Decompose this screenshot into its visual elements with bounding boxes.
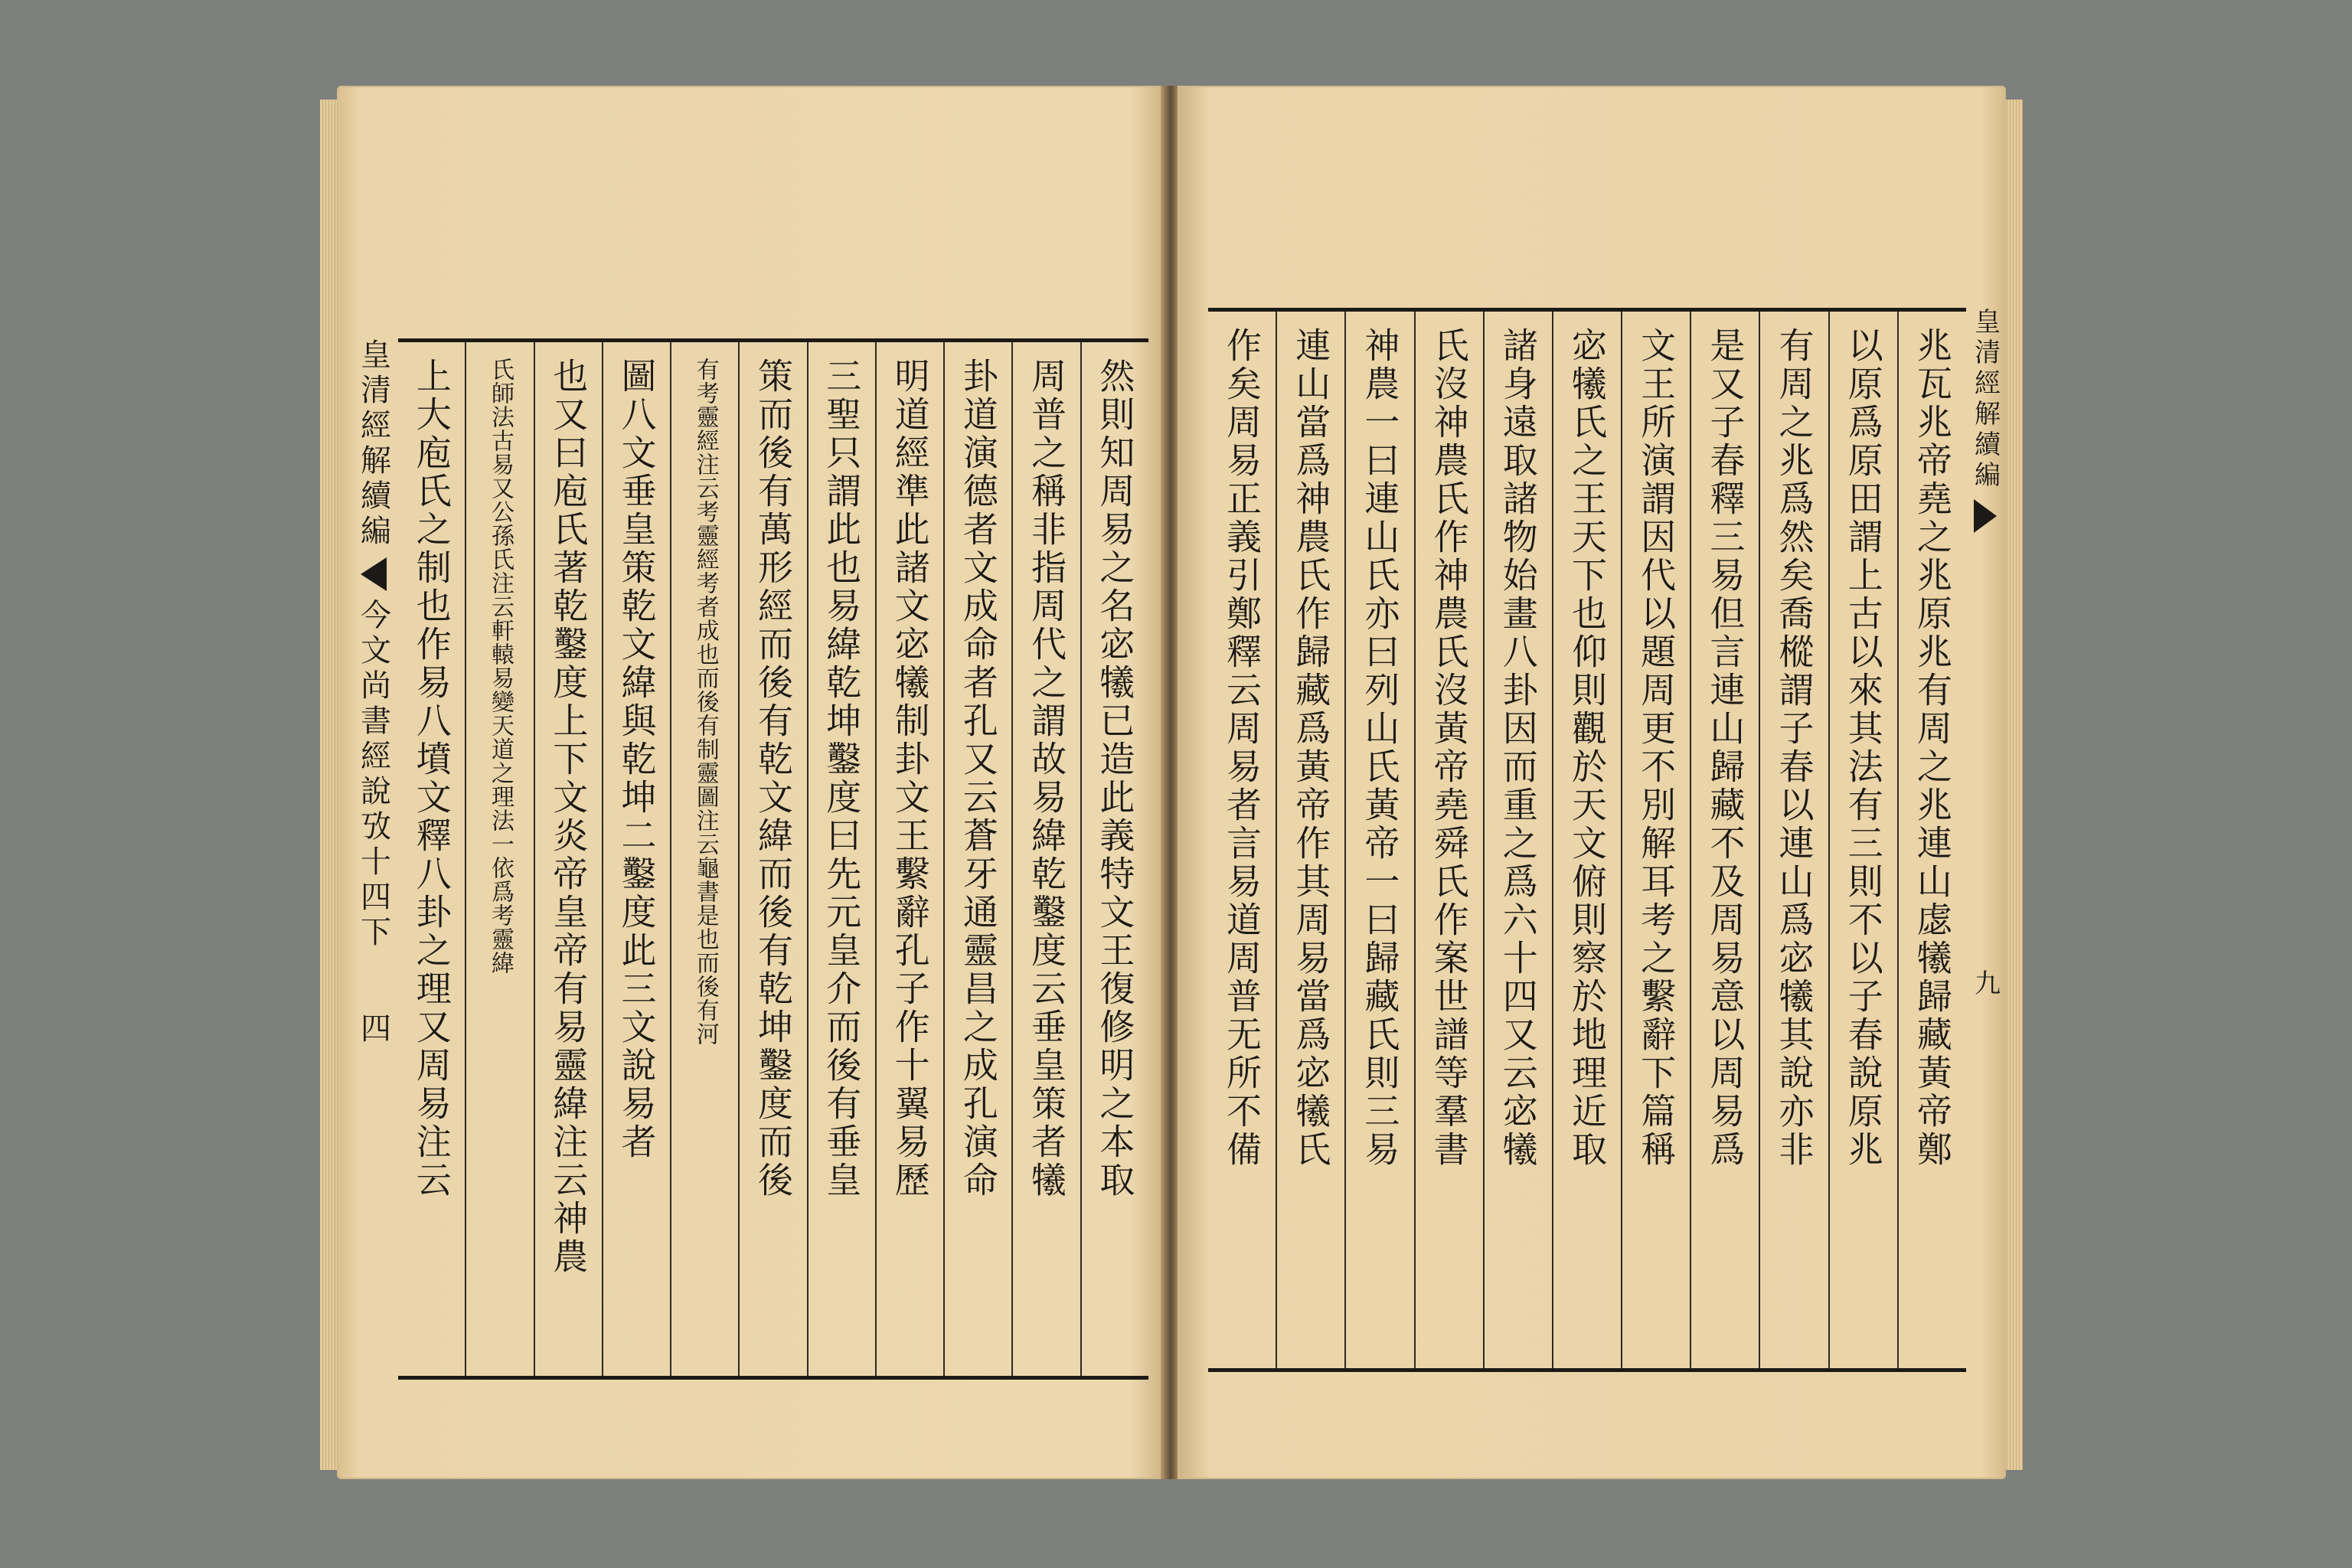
fishtail-mark xyxy=(1974,499,1997,533)
text-column: 文王所演謂因代以題周更不別解耳考之繫辭下篇稱 xyxy=(1621,312,1690,1368)
text-column: 卦道演德者文成命者孔又云蒼牙通靈昌之成孔演命 xyxy=(943,342,1011,1376)
text-column: 以原爲原田謂上古以來其法有三則不以子春說原兆 xyxy=(1828,312,1897,1368)
right-margin-band xyxy=(1966,308,2004,1364)
right-margin-title: 皇清經解續編 xyxy=(1969,308,2001,492)
text-column: 連山當爲神農氏作歸藏爲黃帝作其周易當爲宓犧氏 xyxy=(1276,312,1344,1368)
text-column: 有周之兆爲然矣喬樅謂子春以連山爲宓犧其說亦非 xyxy=(1759,312,1828,1368)
right-page-edges xyxy=(2004,100,2023,1470)
text-column: 氏沒神農氏作神農氏沒黃帝堯舜氏作案世譜等羣書 xyxy=(1414,312,1483,1368)
text-column: 周普之稱非指周代之謂故易緯乾鑿度云垂皇策者犧 xyxy=(1011,342,1080,1376)
left-margin-subtitle: 今文尚書經說攷十四下 xyxy=(355,599,391,951)
text-column: 神農一曰連山氏亦曰列山氏黃帝一曰歸藏氏則三易 xyxy=(1344,312,1413,1368)
right-columns xyxy=(1208,312,1966,1368)
text-column: 圖八文垂皇策乾文緯與乾坤二鑿度此三文說易者 xyxy=(602,342,670,1376)
right-text-frame xyxy=(1208,308,1966,1372)
left-page-edges xyxy=(320,100,338,1470)
left-text-frame xyxy=(398,338,1148,1380)
text-column: 是又子春釋三易但言連山歸藏不及周易意以周易爲 xyxy=(1690,312,1759,1368)
left-page xyxy=(337,86,1164,1479)
right-margin-page-number: 九 xyxy=(1969,969,2001,1000)
text-column: 三聖只謂此也易緯乾坤鑿度曰先元皇介而後有垂皇 xyxy=(807,342,875,1376)
left-margin-band xyxy=(349,338,398,1372)
text-column: 氏師法古易又公孫氏注云軒轅易變天道之理法一依爲考靈緯 xyxy=(465,342,533,1376)
right-page xyxy=(1178,86,2006,1479)
text-column: 上大庖氏之制也作易八墳文釋八卦之理又周易注云 xyxy=(410,358,452,1200)
text-column: 作矣周易正義引鄭釋云周易者言易道周普无所不備 xyxy=(1221,327,1263,1169)
open-book xyxy=(337,86,2006,1479)
text-column: 宓犧氏之王天下也仰則觀於天文俯則察於地理近取 xyxy=(1552,312,1621,1368)
text-column: 然則知周易之名宓犧已造此義特文王復修明之本取 xyxy=(1080,342,1148,1376)
text-column: 策而後有萬形經而後有乾文緯而後有乾坤鑿度而後 xyxy=(738,342,806,1376)
text-column: 諸身遠取諸物始畫八卦因而重之爲六十四又云宓犧 xyxy=(1483,312,1552,1368)
left-margin-page-number: 四 xyxy=(355,1012,391,1047)
text-column: 有考靈經注云考靈經考者成也而後有制靈圖注云龜書是也而後有河 xyxy=(670,342,738,1376)
text-column: 也又曰庖氏著乾鑿度上下文炎帝皇帝有易靈緯注云神農 xyxy=(534,342,602,1376)
left-margin-title: 皇清經解續編 xyxy=(355,338,391,550)
text-column: 明道經準此諸文宓犧制卦文王繫辭孔子作十翼易歷 xyxy=(875,342,943,1376)
text-column: 兆瓦兆帝堯之兆原兆有周之兆連山虙犧歸藏黃帝鄭 xyxy=(1897,312,1966,1368)
left-columns xyxy=(398,342,1148,1376)
fishtail-mark xyxy=(361,557,387,591)
